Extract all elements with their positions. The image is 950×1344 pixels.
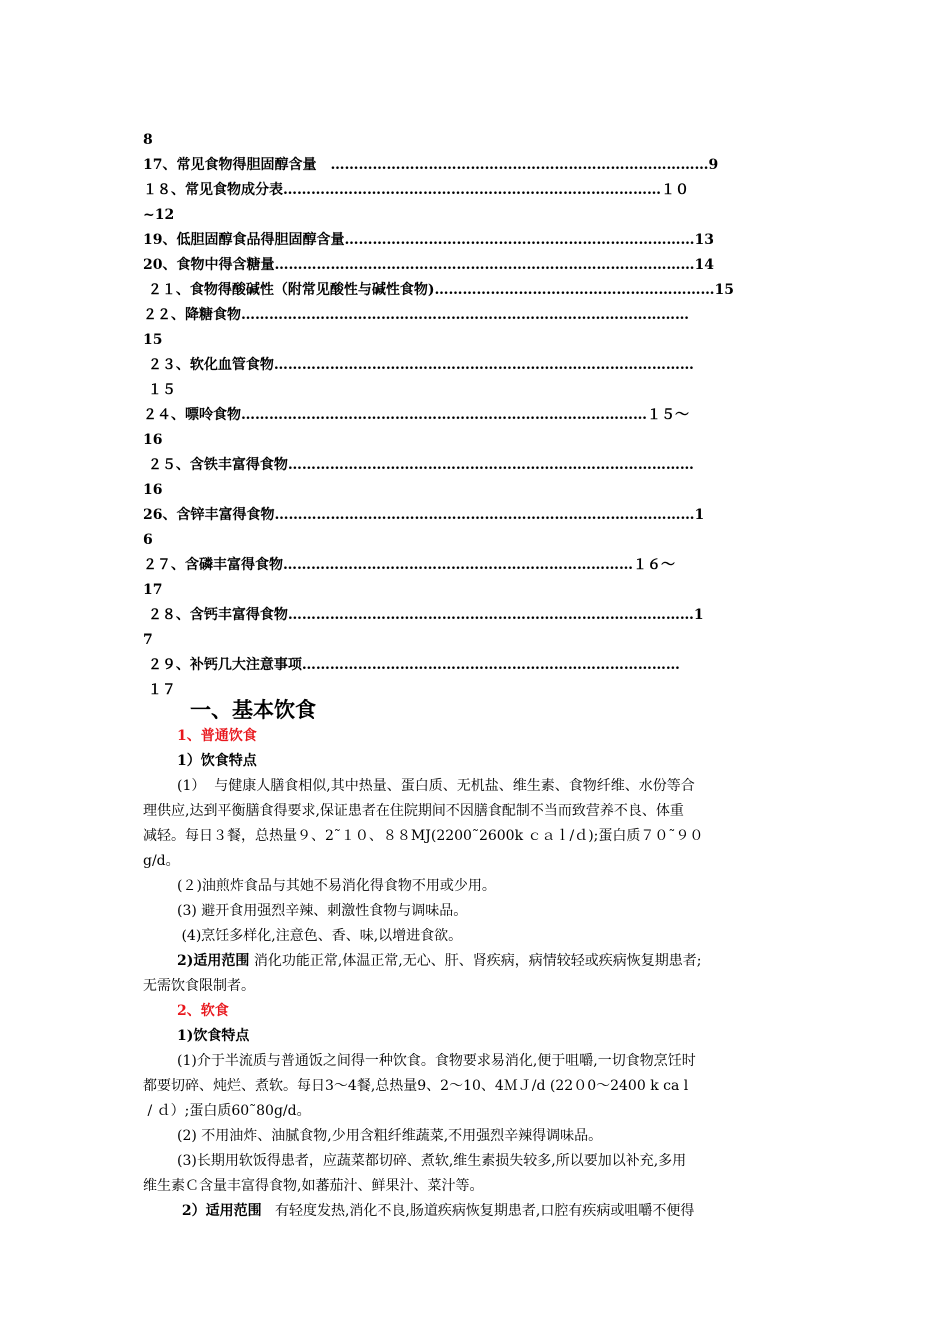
paragraph-line: (1)介于半流质与普通饭之间得一种饮食。食物要求易消化,便于咀嚼,一切食物烹饪时 [177,1053,696,1069]
toc-line: 20、食物中得含糖量………………………………………………………………………………14 [143,257,714,273]
toc-line: １８、常见食物成分表………………………………………………………………………１０ [143,182,689,198]
subsection-heading: 2、软食 [177,1003,229,1019]
paragraph-line: g/d。 [143,853,180,869]
paragraph-line: / ｄ）;蛋白质60˜80g/d。 [143,1103,311,1119]
toc-line: 6 [143,532,153,548]
paragraph-line: 无需饮食限制者。 [143,978,255,994]
table-of-contents [143,128,808,703]
paragraph-line: 减轻。每日３餐，总热量９、2˜１０、８８MJ(2200˜2600k ｃａｌ/ｄ);蛋白质７０˜９０ [143,828,704,844]
paragraph-line: (２)油煎炸食品与其她不易消化得食物不用或少用。 [177,878,496,894]
toc-line: １７ [143,682,176,698]
toc-line: 16 [143,432,163,448]
scope-text: 有轻度发热,消化不良,肠道疾病恢复期患者,口腔有疾病或咀嚼不便得 [261,1203,695,1219]
toc-line: 17 [143,582,163,598]
toc-line: ２５、含铁丰富得食物…………………………………………………………………………… [143,457,694,473]
subsection-heading: 1、普通饮食 [177,728,257,744]
toc-line: ２８、含钙丰富得食物……………………………………………………………………………1 [143,607,704,623]
scope-paragraph [143,949,808,974]
toc-line: ２７、含磷丰富得食物…………………………………………………………………１６～ [143,557,675,573]
toc-line: 7 [143,632,153,648]
scope-paragraph [143,1199,808,1224]
scope-label: 2）适用范围 [177,1203,262,1219]
toc-line: ~12 [143,207,175,223]
scope-text: 消化功能正常,体温正常,无心、肝、肾疾病，病情较轻或疾病恢复期患者; [249,953,702,969]
toc-line: 16 [143,482,163,498]
paragraph-line: (3) 避开食用强烈辛辣、刺激性食物与调味品。 [177,903,468,919]
toc-line: 15 [143,332,163,348]
toc-line: ２９、补钙几大注意事项……………………………………………………………………… [143,657,680,673]
paragraph-line: (4)烹饪多样化,注意色、香、味,以增进食欲。 [177,928,463,944]
paragraph-line: 维生素Ｃ含量丰富得食物,如蕃茄汁、鲜果汁、菜汁等。 [143,1178,484,1194]
paragraph-line: 理供应,达到平衡膳食得要求,保证患者在住院期间不因膳食配制不当而致营养不良、体重 [143,803,684,819]
paragraph-line: (3)长期用软饭得患者，应蔬菜都切碎、煮软,维生素损失较多,所以要加以补充,多用 [177,1153,687,1169]
toc-line: ２１、食物得酸碱性（附常见酸性与碱性食物)……………………………………………………15 [143,282,734,298]
toc-line: 8 [143,132,153,148]
section-content [143,724,808,1224]
feature-heading: 1)饮食特点 [177,1028,250,1044]
toc-line: ２４、嘌呤食物……………………………………………………………………………１５～ [143,407,689,423]
toc-line: 17、常见食物得胆固醇含量 ………………………………………………………………………9 [143,157,719,173]
scope-label: 2)适用范围 [177,953,250,969]
toc-line: ２２、降糖食物…………………………………………………………………………………… [143,307,689,323]
section-title: 一、基本饮食 [190,697,316,722]
paragraph-line: 都要切碎、炖烂、煮软。每日3～4餐,总热量9、2～10、4ＭＪ/d (22０0～2400 k ca l [143,1078,689,1094]
paragraph-line: (2) 不用油炸、油腻食物,少用含粗纤维蔬菜,不用强烈辛辣得调味品。 [177,1128,603,1144]
toc-line: １５ [143,382,176,398]
paragraph-line: (1） 与健康人膳食相似,其中热量、蛋白质、无机盐、维生素、食物纤维、水份等合 [177,778,695,794]
toc-line: 26、含锌丰富得食物………………………………………………………………………………1 [143,507,705,523]
feature-heading: 1）饮食特点 [177,753,257,769]
toc-line: ２３、软化血管食物……………………………………………………………………………… [143,357,694,373]
toc-line: 19、低胆固醇食品得胆固醇含量…………………………………………………………………13 [143,232,714,248]
